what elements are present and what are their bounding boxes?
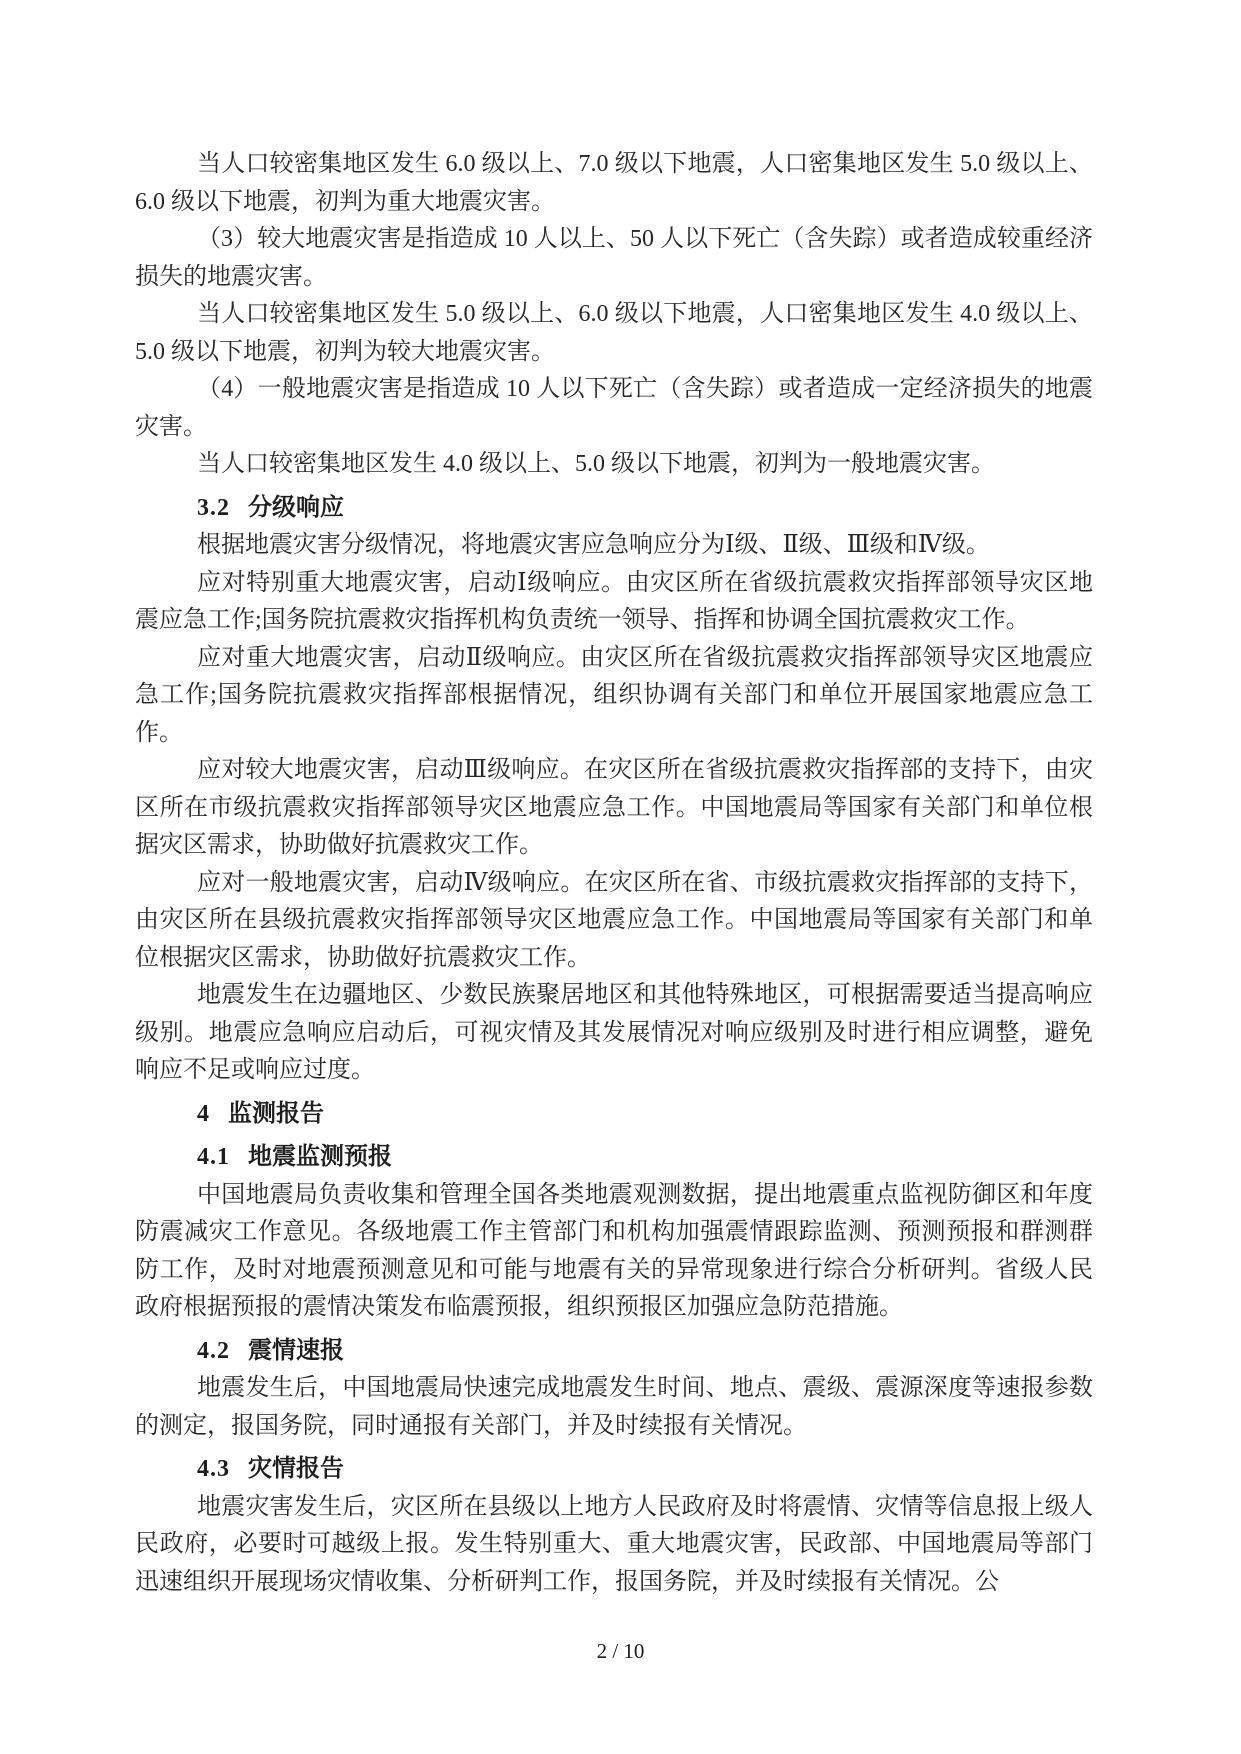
section-number: 4 <box>197 1100 210 1127</box>
section-title: 地震监测预报 <box>248 1144 392 1170</box>
page-number: 2 / 10 <box>596 1639 645 1663</box>
paragraph: 当人口较密集地区发生 5.0 级以上、6.0 级以下地震，人口密集地区发生 4.0 级以上、5.0 级以下地震，初判为较大地震灾害。 <box>135 301 1093 365</box>
paragraph: 中国地震局负责收集和管理全国各类地震观测数据，提出地震重点监视防御区和年度防震减灾工作意见。各级地震工作主管部门和机构加强震情跟踪监测、预测预报和群测群防工作，及时对地震预测意见和可能与地震有关的异常现象进行综合分析研判。省级人民政府根据预报的震情决策发布临震预报，组织预报区加强应急防范措施。 <box>135 1181 1093 1320</box>
section-title: 分级响应 <box>248 494 344 521</box>
paragraph: 应对重大地震灾害，启动Ⅱ级响应。由灾区所在省级抗震救灾指挥部领导灾区地震应急工作;国务院抗震救灾指挥部根据情况，组织协调有关部门和单位开展国家地震应急工作。 <box>135 644 1093 746</box>
section-heading <box>135 490 1093 528</box>
section-title: 监测报告 <box>228 1100 324 1127</box>
paragraph: 应对一般地震灾害，启动Ⅳ级响应。在灾区所在省、市级抗震救灾指挥部的支持下，由灾区所在县级抗震救灾指挥部领导灾区地震应急工作。中国地震局等国家有关部门和单位根据灾区需求，协助做好抗震救灾工作。 <box>135 869 1093 971</box>
section-title: 灾情报告 <box>248 1456 344 1482</box>
document-body <box>135 146 1093 1601</box>
paragraph: 当人口较密集地区发生 4.0 级以上、5.0 级以下地震，初判为一般地震灾害。 <box>197 451 995 477</box>
paragraph: 地震发生在边疆地区、少数民族聚居地区和其他特殊地区，可根据需要适当提高响应级别。地震应急响应启动后，可视灾情及其发展情况对响应级别及时进行相应调整，避免响应不足或响应过度。 <box>135 982 1093 1083</box>
section-heading <box>135 1139 1093 1177</box>
section-number: 4.2 <box>197 1337 230 1364</box>
section-number: 4.3 <box>197 1456 230 1482</box>
section-title: 震情速报 <box>248 1337 344 1364</box>
paragraph: 应对特别重大地震灾害，启动Ⅰ级响应。由灾区所在省级抗震救灾指挥部领导灾区地震应急工作;国务院抗震救灾指挥机构负责统一领导、指挥和协调全国抗震救灾工作。 <box>135 569 1093 633</box>
section-heading <box>135 1451 1093 1489</box>
paragraph: 根据地震灾害分级情况，将地震灾害应急响应分为Ⅰ级、Ⅱ级、Ⅲ级和Ⅳ级。 <box>197 532 990 558</box>
paragraph: 地震发生后，中国地震局快速完成地震发生时间、地点、震级、震源深度等速报参数的测定，报国务院，同时通报有关部门，并及时续报有关情况。 <box>135 1375 1093 1439</box>
paragraph: 地震灾害发生后，灾区所在县级以上地方人民政府及时将震情、灾情等信息报上级人民政府，必要时可越级上报。发生特别重大、重大地震灾害，民政部、中国地震局等部门迅速组织开展现场灾情收集、分析研判工作，报国务院，并及时续报有关情况。公 <box>135 1493 1093 1595</box>
paragraph: 应对较大地震灾害，启动Ⅲ级响应。在灾区所在省级抗震救灾指挥部的支持下，由灾区所在市级抗震救灾指挥部领导灾区地震应急工作。中国地震局等国家有关部门和单位根据灾区需求，协助做好抗震救灾工作。 <box>135 757 1093 858</box>
paragraph: （4）一般地震灾害是指造成 10 人以下死亡（含失踪）或者造成一定经济损失的地震灾害。 <box>135 376 1093 440</box>
paragraph: 当人口较密集地区发生 6.0 级以上、7.0 级以下地震，人口密集地区发生 5.0 级以上、6.0 级以下地震，初判为重大地震灾害。 <box>135 151 1093 215</box>
paragraph: （3）较大地震灾害是指造成 10 人以上、50 人以下死亡（含失踪）或者造成较重经济损失的地震灾害。 <box>135 226 1093 290</box>
section-heading <box>135 1096 1093 1134</box>
section-number: 3.2 <box>197 494 230 521</box>
section-number: 4.1 <box>197 1144 230 1170</box>
section-heading <box>135 1333 1093 1371</box>
